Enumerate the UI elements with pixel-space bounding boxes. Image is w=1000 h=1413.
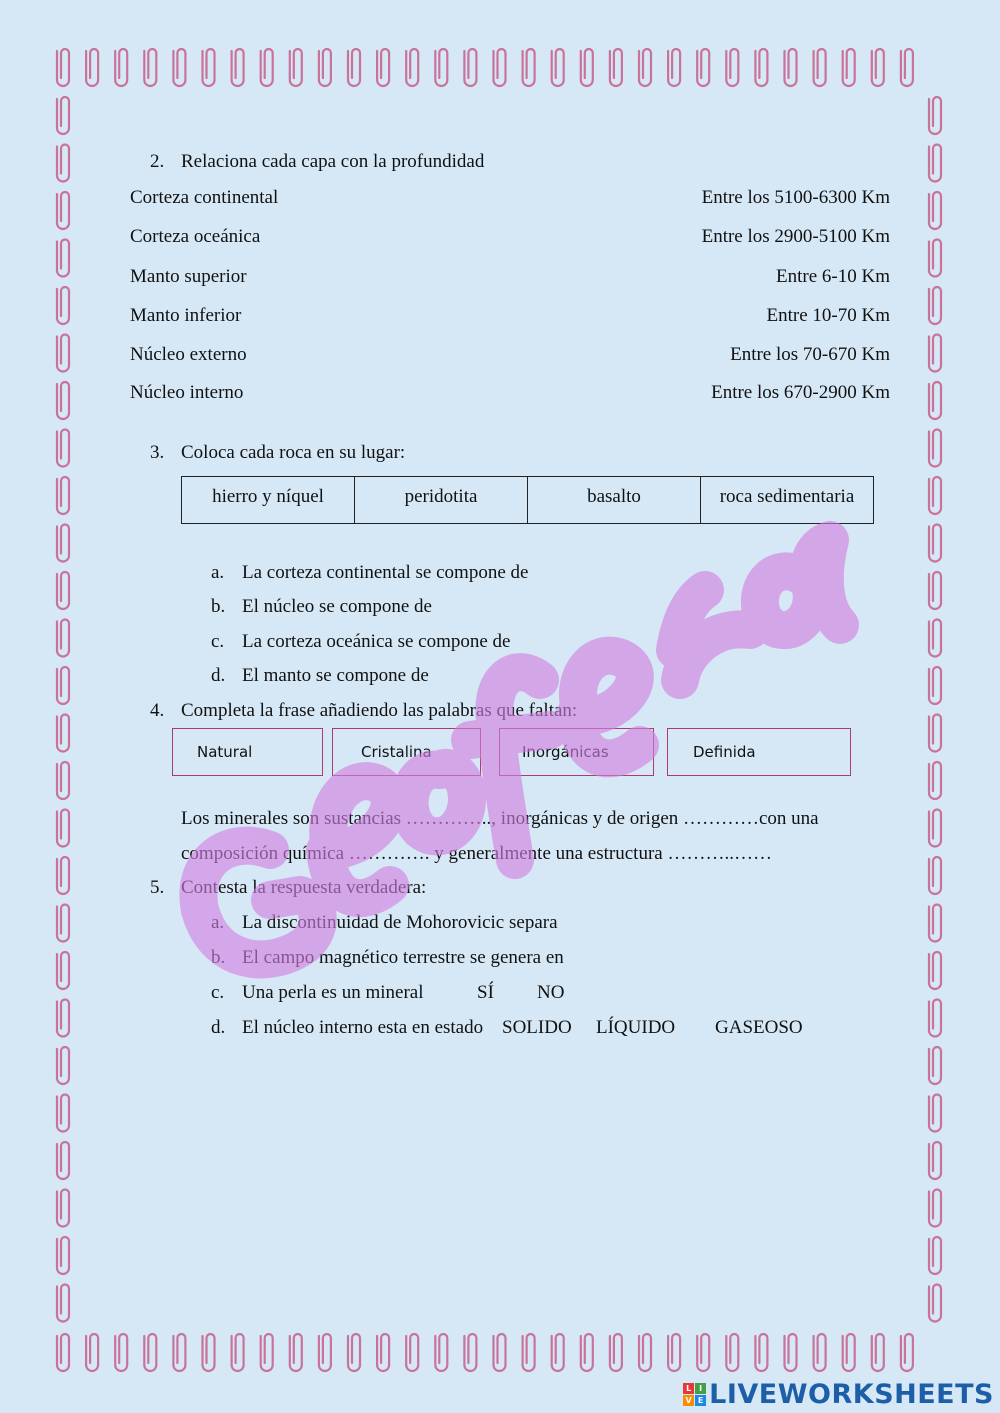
layer-2: Corteza oceánica <box>130 226 261 247</box>
rock-option[interactable]: hierro y níquel <box>182 477 355 523</box>
paperclip-icon <box>755 1334 767 1371</box>
paperclip-icon <box>203 49 215 86</box>
word-box-definida[interactable]: Definida <box>667 728 851 776</box>
paperclip-icon <box>57 192 69 229</box>
paperclip-icon <box>57 572 69 609</box>
paperclip-icon <box>494 1334 506 1371</box>
logo-grid-letter: E <box>695 1395 706 1406</box>
paperclip-icon <box>929 715 941 752</box>
paperclip-icon <box>929 145 941 182</box>
paperclip-icon <box>435 1334 447 1371</box>
paperclip-icon <box>901 1334 913 1371</box>
paperclip-icon <box>843 49 855 86</box>
paperclip-icon <box>377 1334 389 1371</box>
paperclip-icon <box>755 49 767 86</box>
paperclip-icon <box>814 49 826 86</box>
paperclip-icon <box>261 1334 273 1371</box>
paperclip-icon <box>115 1334 127 1371</box>
depth-6: Entre los 670-2900 Km <box>711 382 890 403</box>
paperclip-icon <box>144 49 156 86</box>
item-letter: a. <box>211 912 225 933</box>
paperclip-icon <box>173 49 185 86</box>
paperclip-icon <box>901 49 913 86</box>
option-si[interactable]: SÍ <box>477 982 494 1003</box>
paperclip-icon <box>57 1334 69 1371</box>
paperclip-icon <box>57 240 69 277</box>
section5-item-d: El núcleo interno esta en estado <box>242 1017 484 1038</box>
paperclip-icon <box>232 49 244 86</box>
paperclip-icon <box>115 49 127 86</box>
option-solido[interactable]: SOLIDO <box>502 1017 572 1038</box>
paperclip-icon <box>668 1334 680 1371</box>
paperclip-icon <box>726 49 738 86</box>
section5-item-b: El campo magnético terrestre se genera en <box>242 947 564 968</box>
layer-4: Manto inferior <box>130 305 242 326</box>
item-letter: b. <box>211 596 226 617</box>
item-letter: a. <box>211 562 225 583</box>
paperclip-icon <box>523 1334 535 1371</box>
paperclip-icon <box>610 49 622 86</box>
section3-item-d: El manto se compone de <box>242 665 429 686</box>
section3-item-b: El núcleo se compone de <box>242 596 432 617</box>
paperclip-icon <box>929 667 941 704</box>
layer-5: Núcleo externo <box>130 344 247 365</box>
paperclip-icon <box>929 1190 941 1227</box>
paperclip-icon <box>929 857 941 894</box>
paperclip-icon <box>639 1334 651 1371</box>
word-box-natural[interactable]: Natural <box>172 728 323 776</box>
section2-number: 2. <box>150 151 165 172</box>
paperclip-icon <box>581 1334 593 1371</box>
section4-number: 4. <box>150 700 165 721</box>
depth-1: Entre los 5100-6300 Km <box>701 187 890 208</box>
paperclip-icon <box>57 1237 69 1274</box>
paperclip-icon <box>929 240 941 277</box>
rock-option[interactable]: basalto <box>528 477 701 523</box>
paperclip-icon <box>929 810 941 847</box>
logo-grid-icon <box>683 1383 706 1406</box>
layer-6: Núcleo interno <box>130 382 244 403</box>
paperclip-icon <box>639 49 651 86</box>
paperclip-icon <box>929 1047 941 1084</box>
section5-number: 5. <box>150 877 165 898</box>
paperclip-icon <box>929 620 941 657</box>
paperclip-icon <box>57 287 69 324</box>
depth-4: Entre 10-70 Km <box>766 305 890 326</box>
paperclip-icon <box>929 525 941 562</box>
paperclip-icon <box>57 1000 69 1037</box>
section2-title: Relaciona cada capa con la profundidad <box>181 151 485 172</box>
paperclip-icon <box>57 1142 69 1179</box>
paperclip-icon <box>929 572 941 609</box>
paperclip-icon <box>57 477 69 514</box>
logo-grid-letter: L <box>683 1383 694 1394</box>
paperclip-icon <box>57 335 69 372</box>
item-letter: d. <box>211 665 226 686</box>
paperclip-icon <box>785 1334 797 1371</box>
sentence-line-2: composición química …………. y generalmente una estructura ………..…… <box>181 843 772 864</box>
paperclip-icon <box>57 620 69 657</box>
rock-word-bank <box>181 476 874 524</box>
paperclip-icon <box>319 1334 331 1371</box>
paperclip-icon <box>290 1334 302 1371</box>
paperclip-icon <box>843 1334 855 1371</box>
item-letter: c. <box>211 631 225 652</box>
paperclip-icon <box>814 1334 826 1371</box>
paperclip-icon <box>523 49 535 86</box>
section3-item-c: La corteza oceánica se compone de <box>242 631 511 652</box>
section5-item-c: Una perla es un mineral <box>242 982 424 1003</box>
sentence-line-1: Los minerales son sustancias ………….., inorgánicas y de origen …………con una <box>181 808 819 829</box>
section3-number: 3. <box>150 442 165 463</box>
paperclip-icon <box>929 1285 941 1322</box>
paperclip-icon <box>144 1334 156 1371</box>
paperclip-icon <box>929 477 941 514</box>
paperclip-icon <box>929 762 941 799</box>
word-box-cristalina[interactable]: Cristalina <box>332 728 481 776</box>
paperclip-icon <box>348 49 360 86</box>
paperclip-icon <box>929 905 941 942</box>
item-letter: d. <box>211 1017 226 1038</box>
paperclip-icon <box>929 382 941 419</box>
paperclip-icon <box>57 857 69 894</box>
paperclip-icon <box>552 49 564 86</box>
layer-3: Manto superior <box>130 266 247 287</box>
paperclip-icon <box>203 1334 215 1371</box>
option-no[interactable]: NO <box>537 982 565 1003</box>
paperclip-icon <box>929 952 941 989</box>
paperclip-icon <box>435 49 447 86</box>
logo-wordmark: LIVEWORKSHEETS <box>709 1379 994 1410</box>
paperclip-icon <box>57 1190 69 1227</box>
paperclip-icon <box>57 430 69 467</box>
paperclip-icon <box>57 762 69 799</box>
section5-item-a: La discontinuidad de Mohorovicic separa <box>242 912 558 933</box>
paperclip-icon <box>173 1334 185 1371</box>
paperclip-icon <box>57 49 69 86</box>
paperclip-icon <box>929 287 941 324</box>
option-gaseoso[interactable]: GASEOSO <box>715 1017 803 1038</box>
liveworksheets-logo <box>683 1379 994 1410</box>
paperclip-icon <box>57 810 69 847</box>
rock-option[interactable]: peridotita <box>355 477 528 523</box>
paperclip-icon <box>785 49 797 86</box>
paperclip-icon <box>929 97 941 134</box>
paperclip-icon <box>610 1334 622 1371</box>
paperclip-icon <box>348 1334 360 1371</box>
paperclip-icon <box>929 430 941 467</box>
paperclip-icon <box>232 1334 244 1371</box>
paperclip-icon <box>57 145 69 182</box>
paperclip-icon <box>929 1000 941 1037</box>
paperclip-icon <box>57 525 69 562</box>
paperclip-icon <box>57 1095 69 1132</box>
section3-item-a: La corteza continental se compone de <box>242 562 529 583</box>
paperclip-icon <box>86 49 98 86</box>
paperclip-icon <box>726 1334 738 1371</box>
depth-5: Entre los 70-670 Km <box>730 344 890 365</box>
section3-title: Coloca cada roca en su lugar: <box>181 442 406 463</box>
paperclip-icon <box>872 49 884 86</box>
paperclip-icon <box>377 49 389 86</box>
paperclip-icon <box>57 905 69 942</box>
paperclip-icon <box>261 49 273 86</box>
paperclip-icon <box>57 382 69 419</box>
word-box-inorganicas[interactable]: Inorgánicas <box>499 728 654 776</box>
paperclip-icon <box>57 97 69 134</box>
section5-title: Contesta la respuesta verdadera: <box>181 877 427 898</box>
paperclip-icon <box>57 715 69 752</box>
paperclip-icon <box>581 49 593 86</box>
paperclip-icon <box>406 49 418 86</box>
paperclip-icon <box>697 1334 709 1371</box>
paperclip-icon <box>929 335 941 372</box>
paperclip-icon <box>57 952 69 989</box>
paperclip-icon <box>929 192 941 229</box>
paperclip-icon <box>464 1334 476 1371</box>
paperclip-icon <box>57 1047 69 1084</box>
item-letter: c. <box>211 982 225 1003</box>
paperclip-icon <box>319 49 331 86</box>
paperclip-icon <box>929 1095 941 1132</box>
option-liquido[interactable]: LÍQUIDO <box>596 1017 676 1038</box>
item-letter: b. <box>211 947 226 968</box>
paperclip-icon <box>406 1334 418 1371</box>
paperclip-icon <box>57 667 69 704</box>
paperclip-icon <box>697 49 709 86</box>
paperclip-icon <box>668 49 680 86</box>
depth-3: Entre 6-10 Km <box>776 266 890 287</box>
rock-option[interactable]: roca sedimentaria <box>719 486 855 507</box>
section4-title: Completa la frase añadiendo las palabras que faltan: <box>181 700 578 721</box>
layer-1: Corteza continental <box>130 187 279 208</box>
paperclip-icon <box>494 49 506 86</box>
paperclip-icon <box>929 1237 941 1274</box>
logo-grid-letter: I <box>695 1383 706 1394</box>
paperclip-icon <box>872 1334 884 1371</box>
paperclip-icon <box>86 1334 98 1371</box>
paperclip-icon <box>464 49 476 86</box>
logo-grid-letter: V <box>683 1395 694 1406</box>
paperclip-icon <box>552 1334 564 1371</box>
paperclip-icon <box>290 49 302 86</box>
paperclip-icon <box>57 1285 69 1322</box>
depth-2: Entre los 2900-5100 Km <box>701 226 890 247</box>
paperclip-icon <box>929 1142 941 1179</box>
